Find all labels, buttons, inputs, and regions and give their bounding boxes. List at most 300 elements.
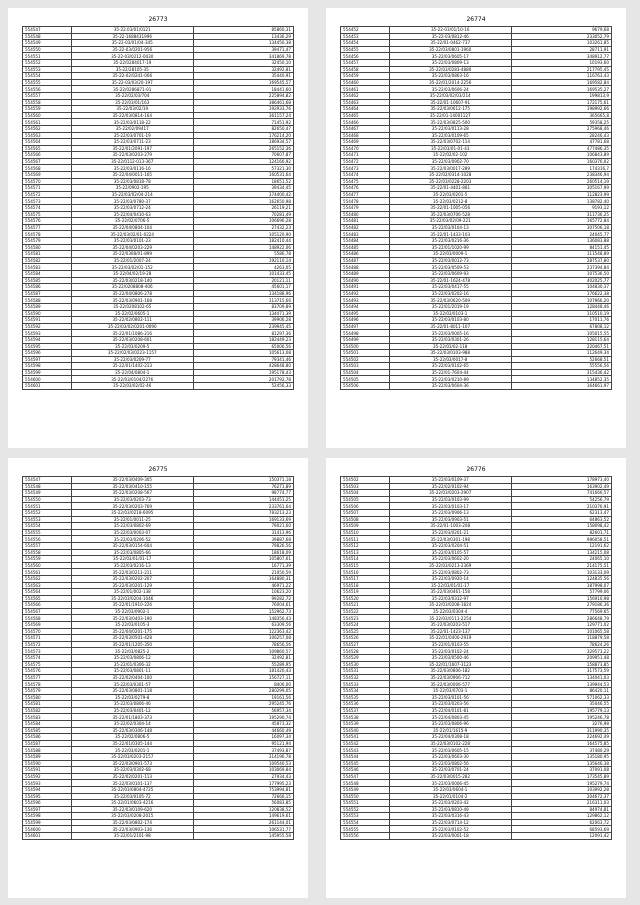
table-row xyxy=(23,556,294,563)
reference-cell: 35-22/01-10607-91 xyxy=(389,99,511,106)
amount-cell: 17011,76 xyxy=(511,317,611,324)
row-number-cell: 554596 xyxy=(23,800,72,807)
reference-cell: 35-22/03/0825-500 xyxy=(389,119,511,126)
reference-cell: 35-22/01/2091-197 xyxy=(71,145,193,152)
ledger-table xyxy=(340,26,612,390)
reference-cell: 35-22/03/0105-3 xyxy=(71,622,193,629)
amount-cell: 52456,33 xyxy=(193,383,293,390)
reference-cell: 35-22/03/0204-51 xyxy=(389,542,511,549)
reference-cell: 35-22/03/0103-17 xyxy=(389,503,511,510)
row-number-cell: 554493 xyxy=(341,297,390,304)
reference-cell: 35-22/03/02/0201-0090 xyxy=(71,323,193,330)
amount-cell: 27432,23 xyxy=(193,224,293,231)
table-row xyxy=(23,40,294,47)
amount-cell: 224692,49 xyxy=(511,734,611,741)
amount-cell: 111548,89 xyxy=(511,251,611,258)
amount-cell: 28246,43 xyxy=(511,132,611,139)
row-number-cell: 554507 xyxy=(341,509,390,516)
amount-cell: 103261,85 xyxy=(511,40,611,47)
table-row xyxy=(341,33,612,40)
reference-cell: 35-22/03/0006-577 xyxy=(389,681,511,688)
amount-cell: 105120,90 xyxy=(193,231,293,238)
amount-cell: 165772,84 xyxy=(511,218,611,225)
reference-cell: 35-22/03/0312-97 xyxy=(389,595,511,602)
reference-cell: 35-22/0286871-01 xyxy=(71,86,193,93)
amount-cell: 120838,52 xyxy=(193,806,293,813)
reference-cell: 35-22/01/0011-25 xyxy=(71,516,193,523)
reference-cell: 35-22/03/0701-19 xyxy=(71,132,193,139)
reference-cell: 35-22/03/0714-12 xyxy=(389,819,511,826)
row-number-cell: 554547 xyxy=(23,477,72,484)
amount-cell: 265152,36 xyxy=(193,145,293,152)
table-row xyxy=(341,356,612,363)
amount-cell: 374400,42 xyxy=(193,191,293,198)
reference-cell: 35-22/01-1423-137 xyxy=(389,628,511,635)
reference-cell: 35-22/03/0805-66 xyxy=(71,549,193,556)
row-number-cell: 554550 xyxy=(23,46,72,53)
row-number-cell: 554476 xyxy=(341,185,390,192)
table-row xyxy=(341,125,612,132)
row-number-cell: 554516 xyxy=(341,569,390,576)
amount-cell: 182449,23 xyxy=(193,336,293,343)
table-row xyxy=(23,224,294,231)
table-row xyxy=(23,383,294,390)
row-number-cell: 554495 xyxy=(341,310,390,317)
table-row xyxy=(23,833,294,840)
reference-cell: 35-22/03/0208-601 xyxy=(71,336,193,343)
reference-cell: 35-22/03/0218-6095 xyxy=(71,509,193,516)
reference-cell: 35-22/03/0802-56 xyxy=(389,760,511,767)
amount-cell: 9679,68 xyxy=(511,27,611,34)
reference-cell: 35-22/01-7604-44 xyxy=(389,369,511,376)
row-number-cell: 554465 xyxy=(341,112,390,119)
row-number-cell: 554591 xyxy=(23,767,72,774)
row-number-cell: 554522 xyxy=(341,608,390,615)
reference-cell: 35-22/03/0603-30 xyxy=(389,753,511,760)
row-number-cell: 554531 xyxy=(341,668,390,675)
table-row xyxy=(341,786,612,793)
table-row xyxy=(23,119,294,126)
amount-cell: 315436,42 xyxy=(511,369,611,376)
amount-cell: 32492,81 xyxy=(193,66,293,73)
amount-cell: 12191,62 xyxy=(511,542,611,549)
table-row xyxy=(341,549,612,556)
row-number-cell: 554600 xyxy=(23,826,72,833)
amount-cell: 98774,77 xyxy=(193,490,293,497)
amount-cell: 12091,42 xyxy=(511,833,611,840)
row-number-cell: 554571 xyxy=(23,185,72,192)
amount-cell: 19161,56 xyxy=(193,694,293,701)
row-number-cell: 554536 xyxy=(341,701,390,708)
amount-cell: 79826,56 xyxy=(193,542,293,549)
amount-cell: 128448,46 xyxy=(511,303,611,310)
amount-cell: 77569,65 xyxy=(511,608,611,615)
amount-cell: 122363,42 xyxy=(193,628,293,635)
table-row xyxy=(23,277,294,284)
table-row xyxy=(23,350,294,357)
table-row xyxy=(341,277,612,284)
amount-cell: 182410,44 xyxy=(193,238,293,245)
amount-cell: 18441,60 xyxy=(193,86,293,93)
reference-cell: 35-22/01-8011-107 xyxy=(389,323,511,330)
amount-cell: 31413,96 xyxy=(193,529,293,536)
row-number-cell: 554490 xyxy=(341,277,390,284)
reference-cell: 35-22/03/0102-228 xyxy=(389,740,511,747)
amount-cell: 113715,66 xyxy=(193,297,293,304)
row-number-cell: 554560 xyxy=(23,562,72,569)
reference-cell: 35-22/03/0410-155 xyxy=(71,483,193,490)
table-row xyxy=(23,310,294,317)
table-row xyxy=(341,655,612,662)
table-row xyxy=(23,139,294,146)
ledger-table xyxy=(340,476,612,840)
table-row xyxy=(341,198,612,205)
table-row xyxy=(23,330,294,337)
reference-cell: 35-22/0112-013-367 xyxy=(71,158,193,165)
row-number-cell: 554525 xyxy=(341,628,390,635)
row-number-cell: 554518 xyxy=(341,582,390,589)
amount-cell: 386461,68 xyxy=(193,99,293,106)
row-number-cell: 554479 xyxy=(341,205,390,212)
reference-cell: 35-22/03/0228-2203 xyxy=(389,178,511,185)
reference-cell: 35-22/01-1624-478 xyxy=(389,277,511,284)
table-row xyxy=(341,516,612,523)
table-row xyxy=(23,767,294,774)
table-row xyxy=(341,503,612,510)
row-number-cell: 554477 xyxy=(341,191,390,198)
row-number-cell: 554534 xyxy=(341,688,390,695)
reference-cell: 35-22/03/0203-42 xyxy=(389,800,511,807)
table-row xyxy=(341,773,612,780)
row-number-cell: 554548 xyxy=(23,33,72,40)
table-row xyxy=(341,701,612,708)
row-number-cell: 554595 xyxy=(23,793,72,800)
amount-cell: 26119,21 xyxy=(193,205,293,212)
reference-cell: 35-22/28105-35 xyxy=(71,66,193,73)
amount-cell: 136083,88 xyxy=(511,238,611,245)
row-number-cell: 554549 xyxy=(341,786,390,793)
reference-cell: 35-22/01/1910-226 xyxy=(71,602,193,609)
amount-cell: 178973,40 xyxy=(511,477,611,484)
amount-cell: 37493,87 xyxy=(193,747,293,754)
row-number-cell: 554568 xyxy=(23,615,72,622)
amount-cell: 237394,84 xyxy=(511,264,611,271)
reference-cell: 35-22/02/0201-113 xyxy=(71,773,193,780)
amount-cell: 571062,33 xyxy=(511,694,611,701)
reference-cell: 35-22/03/02/09-221 xyxy=(389,218,511,225)
reference-cell: 35-22/01/0305-144 xyxy=(71,740,193,747)
amount-cell: 79341,46 xyxy=(193,356,293,363)
table-row xyxy=(341,819,612,826)
table-row xyxy=(23,569,294,576)
amount-cell: 365665,8 xyxy=(511,112,611,119)
row-number-cell: 554581 xyxy=(23,701,72,708)
table-row xyxy=(341,734,612,741)
reference-cell: 35-22/01-1005-056 xyxy=(389,205,511,212)
row-number-cell: 554598 xyxy=(23,363,72,370)
row-number-cell: 554585 xyxy=(23,277,72,284)
table-row xyxy=(23,819,294,826)
table-row xyxy=(23,575,294,582)
table-row xyxy=(23,635,294,642)
amount-cell: 209951,48 xyxy=(511,655,611,662)
reference-cell: 35-22/01/0306-32 xyxy=(71,661,193,668)
row-number-cell: 554457 xyxy=(341,59,390,66)
row-number-cell: 554552 xyxy=(23,509,72,516)
reference-cell: 35-22/03/0113-28 xyxy=(389,125,511,132)
reference-cell: 35-22/03/0401-12 xyxy=(71,707,193,714)
amount-cell: 82601,71 xyxy=(511,529,611,536)
document-page xyxy=(326,8,626,448)
amount-cell: 164880,31 xyxy=(193,575,293,582)
amount-cell: 139944,53 xyxy=(511,681,611,688)
table-row xyxy=(341,740,612,747)
table-row xyxy=(341,53,612,60)
row-number-cell: 554572 xyxy=(23,641,72,648)
reference-cell: 35-22/03/0612-175 xyxy=(389,106,511,113)
reference-cell: 35-22/03/0920-14 xyxy=(389,575,511,582)
amount-cell: 238346,94 xyxy=(511,172,611,179)
reference-cell: 35-22/03/0279-8 xyxy=(71,694,193,701)
amount-cell: 169133,69 xyxy=(193,516,293,523)
amount-cell: 82650,47 xyxy=(193,125,293,132)
amount-cell: 239945,45 xyxy=(193,323,293,330)
table-row xyxy=(341,303,612,310)
row-number-cell: 554502 xyxy=(341,356,390,363)
row-number-cell: 554550 xyxy=(23,496,72,503)
row-number-cell: 554562 xyxy=(23,575,72,582)
amount-cell: 105015,55 xyxy=(511,330,611,337)
row-number-cell: 554578 xyxy=(23,231,72,238)
table-row xyxy=(341,66,612,73)
table-row xyxy=(341,536,612,543)
amount-cell: 145955,58 xyxy=(193,833,293,840)
row-number-cell: 554480 xyxy=(341,211,390,218)
reference-cell: 35-22/03/01/01-17 xyxy=(71,556,193,563)
row-number-cell: 554575 xyxy=(23,211,72,218)
amount-cell: 134215,08 xyxy=(511,549,611,556)
row-number-cell: 554554 xyxy=(341,819,390,826)
amount-cell: 156910,98 xyxy=(511,595,611,602)
row-number-cell: 554593 xyxy=(23,330,72,337)
table-row xyxy=(23,211,294,218)
amount-cell: 286648,79 xyxy=(511,615,611,622)
reference-cell: 35-22/03/0012-73 xyxy=(389,257,511,264)
table-row xyxy=(341,290,612,297)
amount-cell: 81297,36 xyxy=(193,330,293,337)
row-number-cell: 554510 xyxy=(341,529,390,536)
amount-cell: 99282,72 xyxy=(193,595,293,602)
amount-cell: 150371,18 xyxy=(193,477,293,484)
table-row xyxy=(341,376,612,383)
table-row xyxy=(341,523,612,530)
row-number-cell: 554497 xyxy=(341,323,390,330)
reference-cell: 35-22/03/0209-77 xyxy=(71,356,193,363)
amount-cell: 63309,56 xyxy=(193,622,293,629)
row-number-cell: 554547 xyxy=(341,773,390,780)
reference-cell: 35-22/03/0605-15 xyxy=(389,747,511,754)
amount-cell: 76004,61 xyxy=(193,602,293,609)
table-row xyxy=(23,542,294,549)
reference-cell: 35-22/03/0017-8 xyxy=(389,356,511,363)
amount-cell: 18651,52 xyxy=(193,178,293,185)
amount-cell: 10623,20 xyxy=(193,589,293,596)
row-number-cell: 554589 xyxy=(23,753,72,760)
table-row xyxy=(341,720,612,727)
row-number-cell: 554579 xyxy=(23,238,72,245)
amount-cell: 160376,02 xyxy=(511,158,611,165)
table-row xyxy=(341,205,612,212)
row-number-cell: 554557 xyxy=(23,542,72,549)
reference-cell: 35-22/03/0103-988 xyxy=(389,350,511,357)
amount-cell: 47781,68 xyxy=(511,139,611,146)
row-number-cell: 554552 xyxy=(341,806,390,813)
amount-cell: 204672,37 xyxy=(511,793,611,800)
row-number-cell: 554509 xyxy=(341,523,390,530)
row-number-cell: 554573 xyxy=(23,198,72,205)
table-row xyxy=(341,813,612,820)
table-row xyxy=(23,661,294,668)
table-row xyxy=(23,284,294,291)
reference-cell: 35-22/03/0301-198 xyxy=(389,536,511,543)
reference-cell: 35-22/03/0863-16 xyxy=(389,73,511,80)
amount-cell: 118879,58 xyxy=(511,635,611,642)
table-row xyxy=(23,760,294,767)
table-row xyxy=(23,582,294,589)
row-number-cell: 554582 xyxy=(23,707,72,714)
table-row xyxy=(23,800,294,807)
reference-cell: 35-22-03/03/20-197 xyxy=(71,79,193,86)
amount-cell: 172175,61 xyxy=(511,99,611,106)
row-number-cell: 554587 xyxy=(23,290,72,297)
row-number-cell: 554537 xyxy=(341,707,390,714)
amount-cell: 109860,57 xyxy=(193,648,293,655)
table-row xyxy=(23,336,294,343)
reference-cell: 35-22/03/02/03/214 xyxy=(389,92,511,99)
reference-cell: 35-22/03/0203-769 xyxy=(71,503,193,510)
amount-cell: 129862,12 xyxy=(511,813,611,820)
reference-cell: 35-22/03/0302-68 xyxy=(71,767,193,774)
row-number-cell: 554560 xyxy=(23,112,72,119)
amount-cell: 162650,98 xyxy=(193,198,293,205)
row-number-cell: 554504 xyxy=(341,490,390,497)
table-row xyxy=(341,297,612,304)
table-row xyxy=(341,99,612,106)
table-row xyxy=(23,740,294,747)
reference-cell: 35-22/03/0017-289 xyxy=(389,165,511,172)
table-row xyxy=(341,674,612,681)
reference-cell: 35-22/03/0606-24 xyxy=(389,86,511,93)
reference-cell: 35-22/04/0803-45 xyxy=(389,714,511,721)
amount-cell: 134450,38 xyxy=(193,40,293,47)
amount-cell: 76271,89 xyxy=(193,483,293,490)
row-number-cell: 554566 xyxy=(23,152,72,159)
amount-cell: 5586,78 xyxy=(193,251,293,258)
row-number-cell: 554503 xyxy=(341,483,390,490)
reference-cell: 35-22/03/02/19 xyxy=(71,106,193,113)
reference-cell: 35-22/04/0201-175 xyxy=(71,628,193,635)
table-row xyxy=(341,707,612,714)
reference-cell: 35-22.03/01/0121 xyxy=(71,27,193,34)
amount-cell: 46971,22 xyxy=(193,582,293,589)
amount-cell: 287537,80 xyxy=(511,257,611,264)
amount-cell: 305167,99 xyxy=(511,185,611,192)
reference-cell: 35-22/03/0105-72 xyxy=(71,793,193,800)
reference-cell: 35-22/03/0204-1046 xyxy=(71,595,193,602)
reference-cell: 35-22/01/1607-3123 xyxy=(389,661,511,668)
table-row xyxy=(341,46,612,53)
amount-cell: 8406,00 xyxy=(193,681,293,688)
reference-cell: 35-22/02/0605-1 xyxy=(71,310,193,317)
amount-cell: 84151,45 xyxy=(511,244,611,251)
amount-cell: 216311,03 xyxy=(511,800,611,807)
table-row xyxy=(23,608,294,615)
row-number-cell: 554524 xyxy=(341,622,390,629)
amount-cell: 783213,23 xyxy=(193,509,293,516)
row-number-cell: 554466 xyxy=(341,119,390,126)
table-row xyxy=(23,323,294,330)
table-row xyxy=(23,290,294,297)
reference-cell: 35-22/03/0104/2276 xyxy=(71,376,193,383)
row-number-cell: 554469 xyxy=(341,139,390,146)
reference-cell: 35-22/03/0210-89 xyxy=(389,376,511,383)
amount-cell: 164661,97 xyxy=(511,383,611,390)
row-number-cell: 554488 xyxy=(341,264,390,271)
table-row xyxy=(23,490,294,497)
table-row xyxy=(341,284,612,291)
reference-cell: 35-22/01-1433-103 xyxy=(389,231,511,238)
row-number-cell: 554569 xyxy=(23,172,72,179)
reference-cell: 35-22/04/0203-229 xyxy=(71,244,193,251)
amount-cell: 107536,50 xyxy=(511,270,611,277)
row-number-cell: 554573 xyxy=(23,648,72,655)
table-row xyxy=(23,92,294,99)
row-number-cell: 554597 xyxy=(23,806,72,813)
row-number-cell: 554548 xyxy=(341,780,390,787)
amount-cell: 106696,28 xyxy=(193,218,293,225)
reference-cell: 35-22/03/0306-148 xyxy=(71,727,193,734)
reference-cell: 35-22/03/0005-16 xyxy=(389,330,511,337)
row-number-cell: 554532 xyxy=(341,674,390,681)
row-number-cell: 554592 xyxy=(23,773,72,780)
row-number-cell: 554599 xyxy=(23,369,72,376)
reference-cell: 35-22/02/03/704 xyxy=(71,92,193,99)
row-number-cell: 554467 xyxy=(341,125,390,132)
amount-cell: 135646,38 xyxy=(511,760,611,767)
table-row xyxy=(341,317,612,324)
table-row xyxy=(23,688,294,695)
reference-cell: 35-22/03/0712-24 xyxy=(71,205,193,212)
row-number-cell: 554455 xyxy=(341,46,390,53)
table-row xyxy=(23,668,294,675)
reference-cell: 35-22/01/1205-350 xyxy=(71,641,193,648)
reference-cell: 35-22/03/0301-26 xyxy=(389,336,511,343)
amount-cell: 95121,94 xyxy=(193,740,293,747)
amount-cell: 279186,36 xyxy=(511,602,611,609)
row-number-cell: 554487 xyxy=(341,257,390,264)
amount-cell: 39887,68 xyxy=(193,536,293,543)
table-row xyxy=(341,350,612,357)
row-number-cell: 554583 xyxy=(23,714,72,721)
reference-cell: 35-22/04/0308-18 xyxy=(389,734,511,741)
row-number-cell: 554593 xyxy=(23,780,72,787)
reference-cell: 35-22/03/0101-56 xyxy=(389,694,511,701)
reference-cell: 35-22/03/02/01-152 xyxy=(71,264,193,271)
table-row xyxy=(23,172,294,179)
row-number-cell: 554453 xyxy=(341,33,390,40)
table-row xyxy=(23,655,294,662)
row-number-cell: 554464 xyxy=(341,106,390,113)
